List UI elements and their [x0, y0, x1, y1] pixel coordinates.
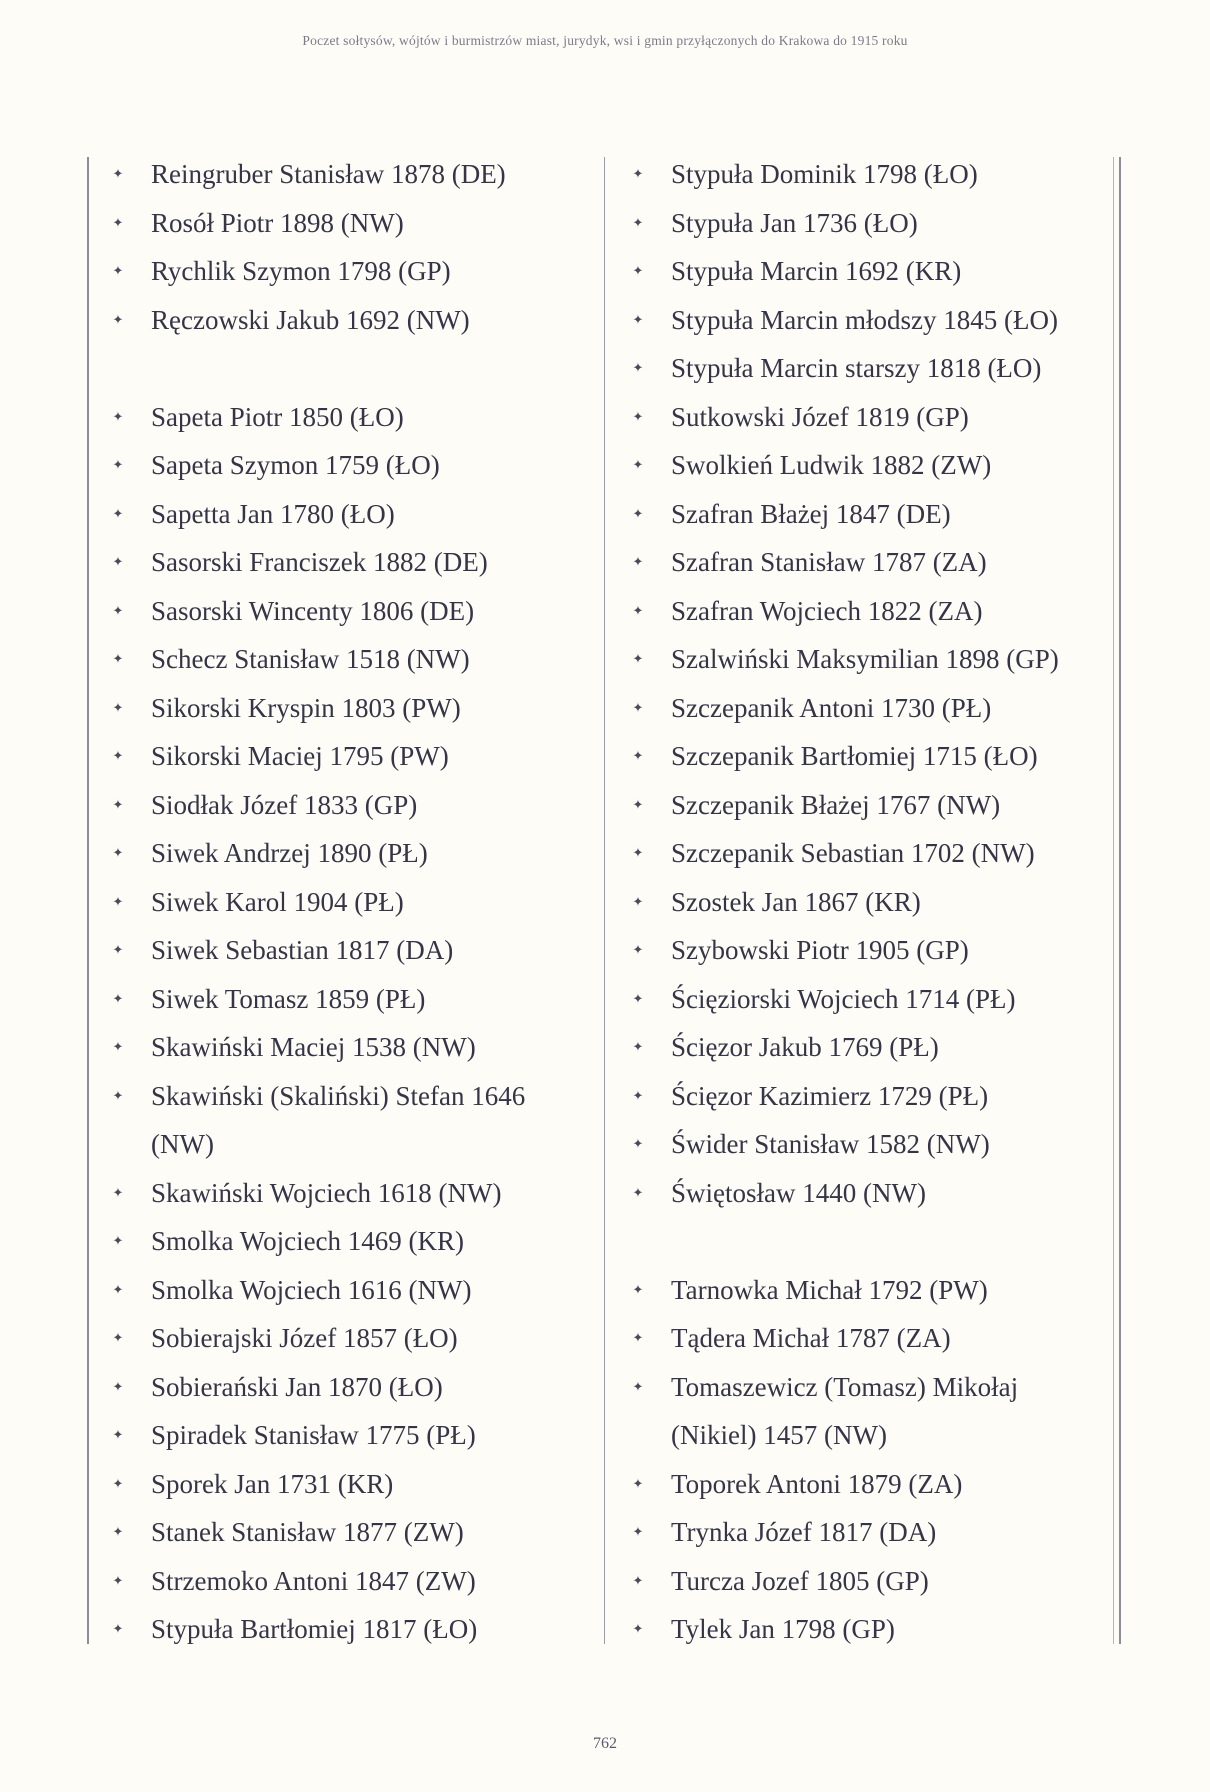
list-item: [110, 1605, 590, 1654]
bullet-icon: ✦: [112, 1184, 124, 1200]
bullet-icon: ✦: [632, 311, 644, 327]
entry-text: Spiradek Stanisław 1775 (PŁ): [151, 1420, 476, 1450]
list-item: [110, 490, 590, 539]
list-item: [110, 781, 590, 830]
list-item: [630, 538, 1100, 587]
list-item: [110, 1314, 590, 1363]
entry-text: Schecz Stanisław 1518 (NW): [151, 644, 470, 674]
entry-text: Szafran Wojciech 1822 (ZA): [671, 595, 983, 626]
entry-text: Siwek Tomasz 1859 (PŁ): [151, 983, 426, 1014]
entry-text: Strzemoko Antoni 1847 (ZW): [151, 1565, 476, 1596]
list-item: [110, 684, 590, 733]
entry-text: Stypuła Marcin 1692 (KR): [671, 256, 962, 286]
list-item: [110, 1266, 590, 1315]
list-item: [630, 926, 1100, 975]
list-item: [630, 587, 1100, 636]
bullet-icon: ✦: [632, 893, 644, 909]
bullet-icon: ✦: [632, 1572, 644, 1588]
bullet-icon: ✦: [632, 1039, 644, 1054]
entry-text: Tądera Michał 1787 (ZA): [671, 1323, 951, 1353]
bullet-icon: ✦: [632, 942, 644, 957]
list-item: [630, 684, 1100, 733]
entry-text: Szafran Błażej 1847 (DE): [671, 498, 951, 529]
entry-text: Smolka Wojciech 1616 (NW): [151, 1274, 472, 1305]
list-item: [630, 1460, 1100, 1509]
bullet-icon: ✦: [632, 263, 644, 278]
entry-text: Szczepanik Antoni 1730 (PŁ): [671, 692, 992, 723]
list-item: [110, 199, 590, 248]
bullet-icon: ✦: [112, 1039, 124, 1054]
entry-text: Swolkień Ludwik 1882 (ZW): [671, 450, 992, 480]
list-item: [630, 1072, 1100, 1121]
list-item: [630, 635, 1100, 684]
list-item: [630, 199, 1100, 248]
list-item: [110, 1363, 590, 1412]
list-item: [630, 344, 1100, 393]
entry-text: Ścięzor Kazimierz 1729 (PŁ): [671, 1080, 989, 1111]
bullet-icon: ✦: [632, 360, 644, 375]
list-item: [630, 393, 1100, 442]
entry-text: Skawiński (Skaliński) Stefan 1646 (NW): [151, 1080, 526, 1159]
list-item: [630, 1169, 1100, 1218]
entry-text: Stypuła Bartłomiej 1817 (ŁO): [151, 1614, 478, 1644]
entry-text: Szafran Stanisław 1787 (ZA): [671, 547, 987, 577]
running-header: Poczet sołtysów, wójtów i burmistrzów miast, jurydyk, wsi i gmin przyłączonych do Krakowa do 1915 roku: [302, 33, 908, 48]
bullet-icon: ✦: [632, 408, 644, 424]
list-item: [110, 393, 590, 442]
entry-text: Sasorski Franciszek 1882 (DE): [151, 547, 488, 577]
bullet-icon: ✦: [632, 1378, 644, 1394]
left-margin-rule: [87, 157, 89, 1644]
entry-text: Tomaszewicz (Tomasz) Mikołaj (Nikiel) 1457 (NW): [671, 1371, 1019, 1450]
entry-text: Siwek Sebastian 1817 (DA): [151, 935, 454, 965]
list-item: [630, 1557, 1100, 1606]
bullet-icon: ✦: [632, 699, 644, 715]
bullet-icon: ✦: [112, 1233, 124, 1248]
entry-text: Siwek Andrzej 1890 (PŁ): [151, 838, 428, 868]
bullet-icon: ✦: [632, 1621, 644, 1636]
entry-text: Sutkowski Józef 1819 (GP): [671, 401, 969, 432]
list-item: [110, 878, 590, 927]
list-item: [630, 296, 1100, 345]
bullet-icon: ✦: [112, 893, 124, 909]
bullet-icon: ✦: [112, 1572, 124, 1588]
bullet-icon: ✦: [112, 408, 124, 424]
entry-text: Ścięziorski Wojciech 1714 (PŁ): [671, 983, 1016, 1014]
entry-text: Toporek Antoni 1879 (ZA): [671, 1468, 963, 1499]
bullet-icon: ✦: [112, 942, 124, 957]
list-item: [630, 1363, 1100, 1460]
entry-text: Świder Stanisław 1582 (NW): [671, 1129, 990, 1159]
entry-text: Stypuła Jan 1736 (ŁO): [671, 207, 918, 238]
bullet-icon: ✦: [632, 1475, 644, 1491]
entry-text: Szalwiński Maksymilian 1898 (GP): [671, 644, 1059, 674]
section-gap: [630, 1217, 1100, 1266]
bullet-icon: ✦: [112, 1330, 124, 1345]
bullet-icon: ✦: [632, 845, 644, 860]
list-item: [110, 635, 590, 684]
list-item: [110, 247, 590, 296]
left-name-column: [110, 150, 590, 1654]
entry-text: Sobierański Jan 1870 (ŁO): [151, 1371, 443, 1402]
list-item: [630, 441, 1100, 490]
entry-text: Sikorski Kryspin 1803 (PW): [151, 692, 461, 723]
bullet-icon: ✦: [632, 651, 644, 666]
entry-text: Tarnowka Michał 1792 (PW): [671, 1274, 988, 1305]
bullet-icon: ✦: [112, 796, 124, 812]
list-item: [110, 296, 590, 345]
bullet-icon: ✦: [112, 311, 124, 327]
bullet-icon: ✦: [112, 602, 124, 618]
bullet-icon: ✦: [112, 1621, 124, 1636]
list-item: [630, 1023, 1100, 1072]
list-item: [110, 1169, 590, 1218]
bullet-icon: ✦: [112, 554, 124, 569]
list-item: [630, 1605, 1100, 1654]
list-item: [110, 1460, 590, 1509]
bullet-icon: ✦: [632, 990, 644, 1006]
bullet-icon: ✦: [632, 1136, 644, 1151]
entry-text: Szybowski Piotr 1905 (GP): [671, 935, 969, 965]
entry-text: Smolka Wojciech 1469 (KR): [151, 1226, 465, 1256]
bullet-icon: ✦: [632, 748, 644, 763]
entry-text: Sapeta Piotr 1850 (ŁO): [151, 401, 404, 432]
bullet-icon: ✦: [112, 505, 124, 521]
list-item: [110, 538, 590, 587]
bullet-icon: ✦: [632, 505, 644, 521]
list-item: [630, 247, 1100, 296]
entry-text: Skawiński Wojciech 1618 (NW): [151, 1177, 502, 1208]
list-item: [110, 975, 590, 1024]
list-item: [630, 781, 1100, 830]
bullet-icon: ✦: [112, 990, 124, 1006]
bullet-icon: ✦: [632, 214, 644, 230]
bullet-icon: ✦: [112, 263, 124, 278]
bullet-icon: ✦: [632, 1184, 644, 1200]
bullet-icon: ✦: [112, 1087, 124, 1103]
entry-text: Sapetta Jan 1780 (ŁO): [151, 498, 395, 529]
bullet-icon: ✦: [112, 457, 124, 472]
section-gap: [110, 344, 590, 393]
entry-text: Sporek Jan 1731 (KR): [151, 1468, 394, 1499]
bullet-icon: ✦: [632, 602, 644, 618]
list-item: [110, 1508, 590, 1557]
entry-text: Stanek Stanisław 1877 (ZW): [151, 1517, 464, 1547]
entry-text: Reingruber Stanisław 1878 (DE): [151, 159, 506, 189]
bullet-icon: ✦: [112, 1427, 124, 1442]
bullet-icon: ✦: [632, 1281, 644, 1297]
list-item: [630, 1508, 1100, 1557]
list-item: [110, 441, 590, 490]
bullet-icon: ✦: [112, 651, 124, 666]
column-divider: [604, 157, 605, 1644]
entry-text: Trynka Józef 1817 (DA): [671, 1517, 937, 1547]
right-name-column: [630, 150, 1100, 1654]
list-item: [630, 732, 1100, 781]
entry-text: Turcza Jozef 1805 (GP): [671, 1565, 929, 1596]
bullet-icon: ✦: [112, 214, 124, 230]
entry-text: Szczepanik Błażej 1767 (NW): [671, 789, 1001, 820]
entry-text: Świętosław 1440 (NW): [671, 1177, 926, 1208]
entry-text: Rychlik Szymon 1798 (GP): [151, 256, 451, 286]
list-item: [630, 878, 1100, 927]
entry-text: Stypuła Marcin starszy 1818 (ŁO): [671, 353, 1042, 383]
list-item: [110, 732, 590, 781]
entry-text: Szostek Jan 1867 (KR): [671, 886, 921, 917]
bullet-icon: ✦: [112, 699, 124, 715]
right-margin-rule: [1119, 157, 1121, 1644]
list-item: [110, 1411, 590, 1460]
bullet-icon: ✦: [112, 1524, 124, 1539]
list-item: [110, 829, 590, 878]
list-item: [110, 1072, 590, 1169]
page-number: 762: [593, 1735, 617, 1752]
entry-text: Skawiński Maciej 1538 (NW): [151, 1032, 476, 1062]
bullet-icon: ✦: [632, 1524, 644, 1539]
entry-text: Siodłak Józef 1833 (GP): [151, 789, 418, 820]
entry-text: Stypuła Marcin młodszy 1845 (ŁO): [671, 304, 1058, 335]
list-item: [630, 150, 1100, 199]
entry-text: Sasorski Wincenty 1806 (DE): [151, 595, 475, 626]
list-item: [630, 1266, 1100, 1315]
bullet-icon: ✦: [112, 1475, 124, 1491]
entry-text: Sapeta Szymon 1759 (ŁO): [151, 450, 440, 480]
entry-text: Sobierajski Józef 1857 (ŁO): [151, 1323, 458, 1353]
list-item: [110, 1023, 590, 1072]
bullet-icon: ✦: [632, 166, 644, 181]
entry-text: Rosół Piotr 1898 (NW): [151, 207, 404, 238]
bullet-icon: ✦: [632, 796, 644, 812]
list-item: [630, 1120, 1100, 1169]
list-item: [630, 829, 1100, 878]
bullet-icon: ✦: [112, 845, 124, 860]
list-item: [630, 490, 1100, 539]
bullet-icon: ✦: [112, 1281, 124, 1297]
entry-text: Ręczowski Jakub 1692 (NW): [151, 304, 470, 335]
list-item: [630, 975, 1100, 1024]
list-item: [110, 587, 590, 636]
bullet-icon: ✦: [632, 554, 644, 569]
entry-text: Ścięzor Jakub 1769 (PŁ): [671, 1032, 939, 1062]
entry-text: Szczepanik Sebastian 1702 (NW): [671, 838, 1035, 868]
bullet-icon: ✦: [632, 1087, 644, 1103]
entry-text: Siwek Karol 1904 (PŁ): [151, 886, 404, 917]
right-margin-rule-inner: [1113, 157, 1114, 1644]
entry-text: Szczepanik Bartłomiej 1715 (ŁO): [671, 741, 1038, 771]
bullet-icon: ✦: [112, 748, 124, 763]
bullet-icon: ✦: [112, 166, 124, 181]
list-item: [110, 150, 590, 199]
list-item: [110, 1557, 590, 1606]
bullet-icon: ✦: [632, 1330, 644, 1345]
list-item: [110, 1217, 590, 1266]
entry-text: Stypuła Dominik 1798 (ŁO): [671, 159, 978, 189]
entry-text: Sikorski Maciej 1795 (PW): [151, 741, 449, 771]
entry-text: Tylek Jan 1798 (GP): [671, 1614, 895, 1644]
bullet-icon: ✦: [112, 1378, 124, 1394]
list-item: [630, 1314, 1100, 1363]
bullet-icon: ✦: [632, 457, 644, 472]
list-item: [110, 926, 590, 975]
